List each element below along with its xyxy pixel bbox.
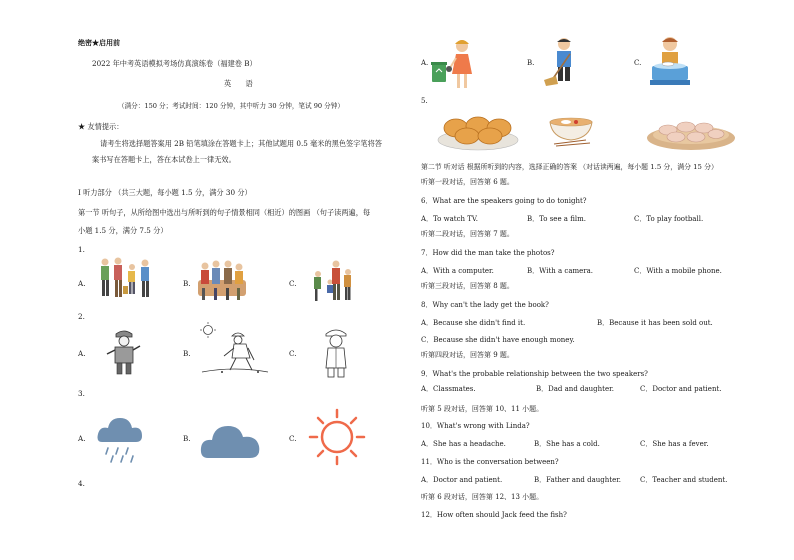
instruction-line: 听第三段对话，回答第 8 题。 bbox=[421, 282, 514, 290]
option-c: C．Doctor and patient. bbox=[640, 385, 722, 393]
question-number: 5. bbox=[421, 97, 428, 105]
soup-bowl-image bbox=[546, 112, 596, 148]
question-stem: 12．How often should Jack feed the fish? bbox=[421, 511, 567, 519]
instruction-line: 听第 5 段对话，回答第 10、11 小题。 bbox=[421, 405, 544, 413]
option-a: A．Classmates. bbox=[421, 385, 476, 393]
cloud-icon bbox=[200, 418, 262, 460]
option-b: B．With a camera. bbox=[527, 267, 594, 275]
instruction-line: 听第 6 段对话，回答第 12、13 小题。 bbox=[421, 493, 544, 501]
option-c: C．With a mobile phone. bbox=[634, 267, 722, 275]
option-c: C．To play football. bbox=[634, 215, 704, 223]
part1-heading: I 听力部分 （共三大题，每小题 1.5 分，满分 30 分） bbox=[78, 188, 252, 197]
section1-line-1: 第一节 听句子，从所给图中选出与所听到的句子情景相同（相近）的图画 （句子读两遍，每 bbox=[78, 208, 371, 217]
option-label: C. bbox=[289, 279, 297, 288]
instruction-line: 听第四段对话，回答第 9 题。 bbox=[421, 351, 514, 359]
section2-line-2: 听第一段对话，回答第 6 题。 bbox=[421, 178, 514, 186]
question-number: 4. bbox=[78, 479, 85, 488]
option-b: B．To see a film. bbox=[527, 215, 586, 223]
option-label: C. bbox=[634, 59, 642, 67]
option-a: A．To watch TV. bbox=[421, 215, 478, 223]
option-label: A. bbox=[421, 59, 429, 67]
option-label: C. bbox=[289, 349, 297, 358]
question-stem: 7．How did the man take the photos? bbox=[421, 249, 555, 257]
option-b: B．Dad and daughter. bbox=[536, 385, 614, 393]
option-b: B．Father and daughter. bbox=[534, 476, 622, 484]
option-label: A. bbox=[78, 279, 86, 288]
option-a: A．She has a headache. bbox=[421, 440, 506, 448]
option-label: B. bbox=[527, 59, 535, 67]
rain-cloud-icon bbox=[96, 412, 144, 466]
family-sofa-image bbox=[196, 258, 248, 302]
question-number: 2. bbox=[78, 312, 85, 321]
option-label: A. bbox=[78, 434, 86, 443]
option-label: A. bbox=[78, 349, 86, 358]
question-stem: 6．What are the speakers going to do tonight? bbox=[421, 197, 587, 205]
family-outdoor-image bbox=[96, 256, 156, 302]
option-label: B. bbox=[183, 349, 191, 358]
worker-man-image bbox=[104, 328, 144, 376]
girl-recycling-image bbox=[428, 36, 480, 92]
boy-sweeping-image bbox=[540, 36, 586, 90]
option-a: A．Doctor and patient. bbox=[421, 476, 503, 484]
option-label: B. bbox=[183, 434, 191, 443]
section2-line-1: 第二节 听对话 根据所听到的内容，选择正确的答案 （对话读两遍，每小题 1.5 分，满分 15 分） bbox=[421, 163, 718, 171]
exam-title: 2022 年中考英语模拟考场仿真演练卷（福建卷 B） bbox=[92, 59, 257, 68]
farmer-planting-image bbox=[198, 322, 270, 378]
boy-washing-dishes-image bbox=[646, 36, 694, 90]
mooncakes-image bbox=[436, 112, 520, 152]
option-b: B．Because it has been sold out. bbox=[597, 319, 713, 327]
question-stem: 11．Who is the conversation between? bbox=[421, 458, 559, 466]
exam-info: （满分：150 分；考试时间：120 分钟，其中听力 30 分钟，笔试 90 分钟） bbox=[118, 102, 344, 110]
option-label: B. bbox=[183, 279, 191, 288]
instruction-line: 听第二段对话，回答第 7 题。 bbox=[421, 230, 514, 238]
subject-label: 英 语 bbox=[224, 79, 259, 88]
question-stem: 9．What's the probable relationship between the two speakers? bbox=[421, 370, 648, 378]
option-c: C．She has a fever. bbox=[640, 440, 709, 448]
section1-line-2: 小题 1.5 分，满分 7.5 分） bbox=[78, 226, 168, 235]
option-c: C．Because she didn't have enough money. bbox=[421, 336, 575, 344]
secret-label: 绝密★启用前 bbox=[78, 38, 120, 47]
dumplings-image bbox=[646, 112, 736, 152]
old-man-image bbox=[318, 326, 354, 378]
option-label: C. bbox=[289, 434, 297, 443]
sun-icon bbox=[308, 408, 366, 466]
question-stem: 8．Why can't the lady get the book? bbox=[421, 301, 549, 309]
option-c: C．Teacher and student. bbox=[640, 476, 728, 484]
question-number: 1. bbox=[78, 245, 85, 254]
question-number: 3. bbox=[78, 389, 85, 398]
option-a: A．Because she didn't find it. bbox=[421, 319, 526, 327]
notice-title: ★ 友情提示： bbox=[78, 122, 124, 131]
option-b: B．She has a cold. bbox=[534, 440, 600, 448]
notice-line-1: 请考生将选择题答案用 2B 铅笔填涂在答题卡上；其他试题用 0.5 毫米的黑色签字笔将答 bbox=[100, 139, 382, 148]
notice-line-2: 案书写在答题卡上，答在本试卷上一律无效。 bbox=[92, 155, 236, 164]
family-group-image bbox=[308, 258, 358, 304]
option-a: A．With a computer. bbox=[421, 267, 494, 275]
question-stem: 10．What's wrong with Linda? bbox=[421, 422, 530, 430]
